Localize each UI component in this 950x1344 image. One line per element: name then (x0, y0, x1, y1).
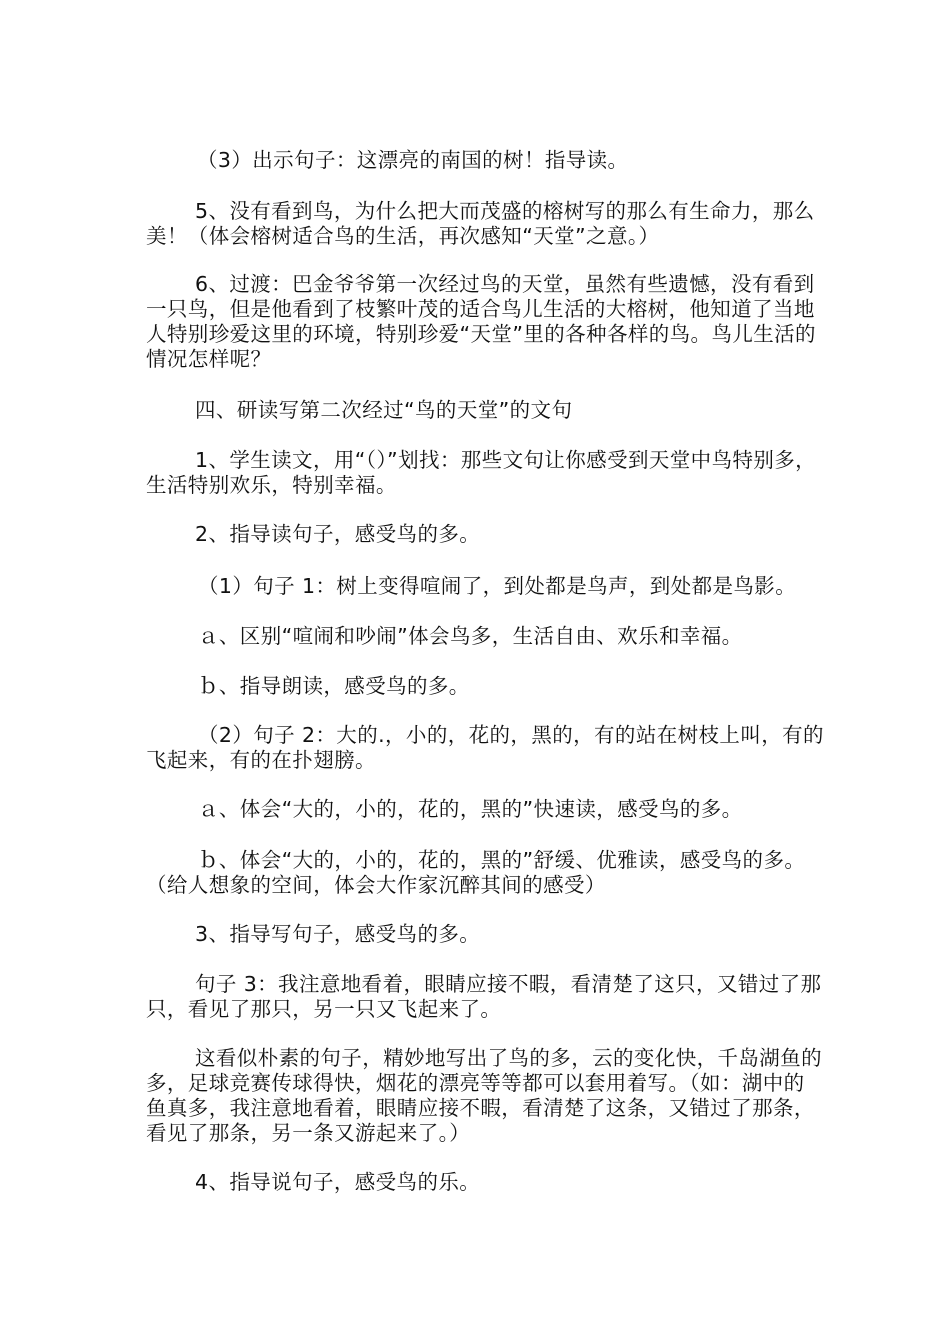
section-heading-four: 四、研读写第二次经过“鸟的天堂”的文句 (195, 398, 573, 422)
paragraph-analysis: 这看似朴素的句子，精妙地写出了鸟的多，云的变化快，千岛湖鱼的多，足球竞赛传球得快，烟花的漂亮等等都可以套用着写。（如：湖中的鱼真多，我注意地看着，眼睛应接不暇，看清楚了这条，又错过了那条，看见了那条，另一条又游起来了。） (146, 1046, 822, 1145)
paragraph-step-3-show-sentence: （3）出示句子：这漂亮的南国的树！指导读。 (197, 148, 629, 172)
paragraph-point-a-2: ａ、体会“大的，小的，花的，黑的”快速读，感受鸟的多。 (198, 797, 743, 821)
paragraph-item-4: 4、指导说句子，感受鸟的乐。 (195, 1170, 481, 1194)
paragraph-item-3: 3、指导写句子，感受鸟的多。 (195, 922, 481, 946)
paragraph-sentence-3: 句子 3：我注意地看着，眼睛应接不暇，看清楚了这只，又错过了那只，看见了那只，另一只又飞起来了。 (146, 972, 822, 1021)
paragraph-point-b-2: ｂ、体会“大的，小的，花的，黑的”舒缓、优雅读，感受鸟的多。（给人想象的空间，体会大作家沉醉其间的感受） (146, 848, 806, 897)
paragraph-sentence-1: （1）句子 1：树上变得喧闹了，到处都是鸟声，到处都是鸟影。 (198, 574, 797, 598)
paragraph-step-5: 5、没有看到鸟，为什么把大而茂盛的榕树写的那么有生命力，那么美！（体会榕树适合鸟的生活，再次感知“天堂”之意。） (146, 199, 815, 248)
paragraph-item-2: 2、指导读句子，感受鸟的多。 (195, 522, 481, 546)
paragraph-step-6-transition: 6、过渡：巴金爷爷第一次经过鸟的天堂，虽然有些遗憾，没有看到一只鸟，但是他看到了枝繁叶茂的适合鸟儿生活的大榕树，他知道了当地人特别珍爱这里的环境，特别珍爱“天堂”里的各种各样的鸟。鸟儿生活的情况怎样呢？ (146, 272, 816, 371)
paragraph-point-a-1: ａ、区别“喧闹和吵闹”体会鸟多，生活自由、欢乐和幸福。 (198, 624, 743, 648)
paragraph-item-1: 1、学生读文，用“（）”划找：那些文句让你感受到天堂中鸟特别多，生活特别欢乐，特别幸福。 (146, 448, 817, 497)
paragraph-point-b-1: ｂ、指导朗读，感受鸟的多。 (198, 674, 470, 698)
paragraph-sentence-2: （2）句子 2：大的.，小的，花的，黑的，有的站在树枝上叫，有的飞起来，有的在扑翅膀。 (146, 723, 824, 772)
